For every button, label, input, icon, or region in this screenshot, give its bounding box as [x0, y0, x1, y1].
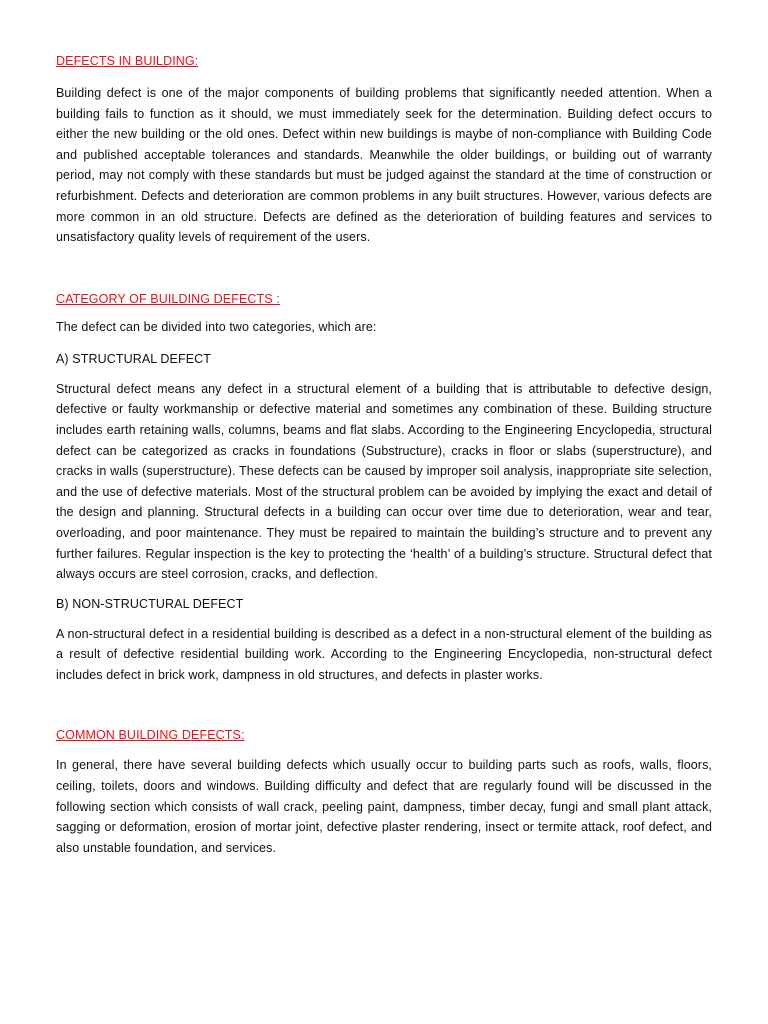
- section-category-of-defects: [56, 291, 712, 686]
- paragraph-category-intro: The defect can be divided into two categories, which are:: [56, 319, 377, 334]
- paragraph-non-structural-defect: A non-structural defect in a residential building is described as a defect in a non-structural element of the building as a result of defective residential building work. According to the Engineering Encyclopedia, non-structural defect includes defect in brick work, dampness in old structures, and defects in plaster works.: [56, 626, 712, 682]
- paragraph-defects-in-building: Building defect is one of the major components of building problems that significantly needed attention. When a building fails to function as it should, we must immediately seek for the determination. Building defect occurs to either the new building or the old ones. Defect within new buildings is maybe of non-compliance with Building Code and published acceptable tolerances and standards. Meanwhile the older buildings, or building out of warranty period, may not comply with these standards but must be judged against the standard at the time of construction or refurbishment. Defects and deterioration are common problems in any built structures. However, various defects are more common in an old structure. Defects are defined as the deterioration of building features and services to unsatisfactory quality levels of requirement of the users.: [56, 86, 712, 245]
- paragraph-structural-defect: Structural defect means any defect in a structural element of a building that is attributable to defective design, defective or faulty workmanship or defective material and sometimes any combination of these. Building structure includes earth retaining walls, columns, beams and flat slabs. According to the Engineering Encyclopedia, structural defect can be categorized as cracks in foundations (Substructure), cracks in floor or slabs (superstructure), and cracks in walls (superstructure). These defects can be caused by improper soil analysis, inappropriate site selection, and the use of defective materials. Most of the structural problem can be avoided by implying the exact and detail of the design and planning. Structural defects in a building can occur over time due to deterioration, wear and tear, overloading, and poor maintenance. They must be repaired to maintain the building’s structure and to prevent any further failures. Regular inspection is the key to protecting the ‘health’ of a building’s structure. Structural defect that always occurs are steel corrosion, cracks, and deflection.: [56, 381, 712, 582]
- heading-common-building-defects: COMMON BUILDING DEFECTS:: [56, 728, 245, 743]
- section-common-building-defects: [56, 727, 712, 858]
- document-page: [56, 53, 712, 858]
- subheading-structural-defect: A) STRUCTURAL DEFECT: [56, 351, 212, 366]
- paragraph-common-building-defects: In general, there have several building defects which usually occur to building parts such as roofs, walls, floors, ceiling, toilets, doors and windows. Building difficulty and defect that are regularly found will be discussed in the following section which consists of wall crack, peeling paint, dampness, timber decay, fungi and small plant attack, sagging or deformation, erosion of mortar joint, defective plaster rendering, insect or termite attack, roof defect, and also unstable foundation, and services.: [56, 758, 712, 855]
- heading-category-of-building-defects: CATEGORY OF BUILDING DEFECTS :: [56, 291, 280, 306]
- section-defects-in-building: [56, 53, 712, 248]
- subheading-non-structural-defect: B) NON-STRUCTURAL DEFECT: [56, 596, 244, 611]
- heading-defects-in-building: DEFECTS IN BUILDING:: [56, 54, 199, 68]
